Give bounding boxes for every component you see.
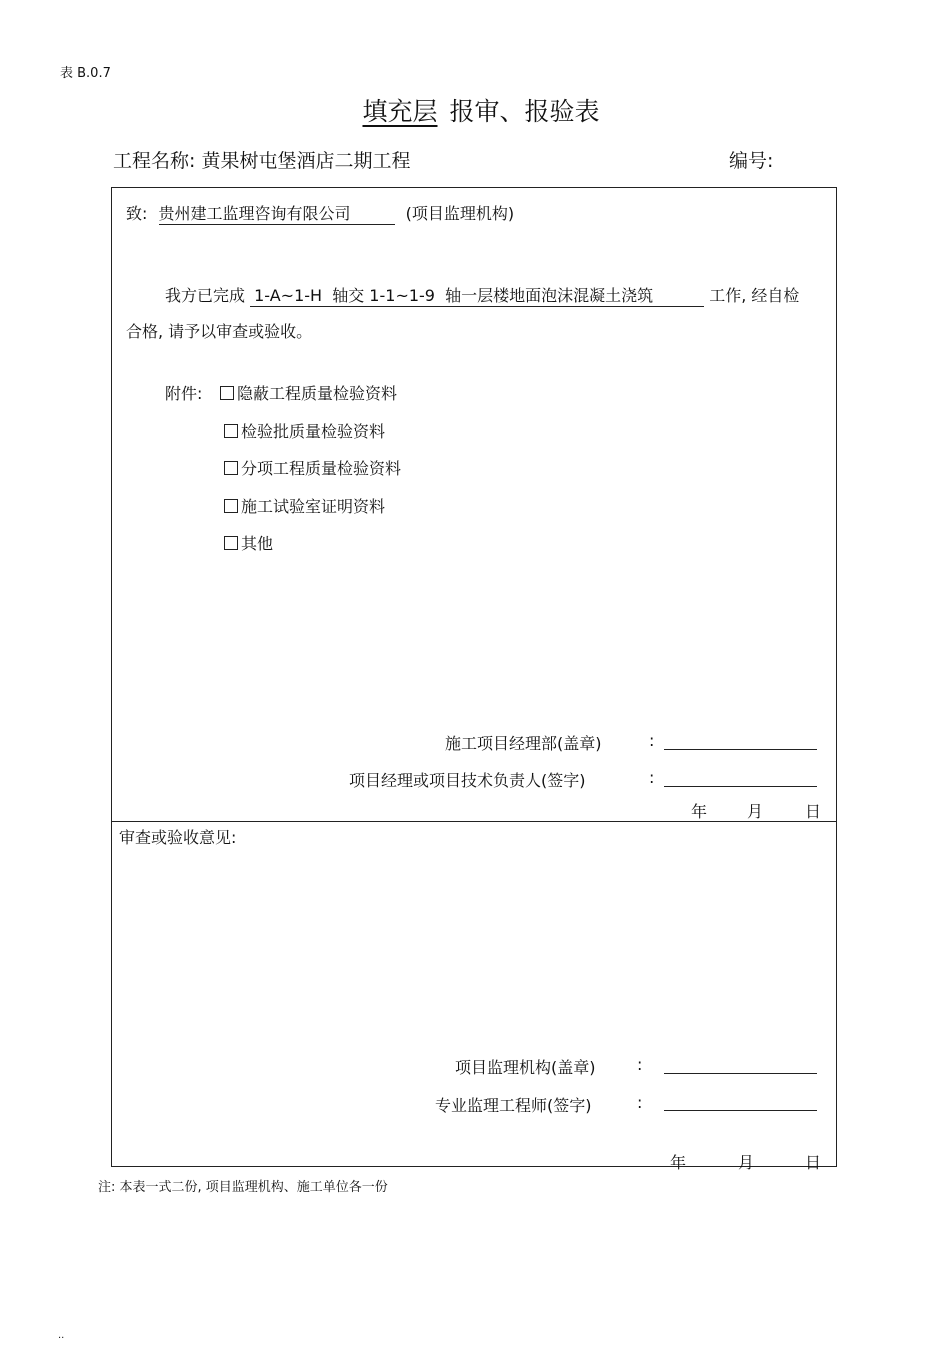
signature-line[interactable] <box>664 1110 817 1111</box>
checkbox[interactable] <box>224 461 238 475</box>
completion-suffix: 工作, 经自检 <box>709 286 800 305</box>
completion-line <box>165 283 799 307</box>
date-year: 年 <box>691 802 708 821</box>
checkbox[interactable] <box>224 499 238 513</box>
signature-line[interactable] <box>664 1073 817 1074</box>
completed-work: 1-A~1-H 轴交 1-1~1-9 轴一层楼地面泡沫混凝土浇筑 <box>250 283 704 307</box>
recipient-suffix: (项目监理机构) <box>405 204 515 223</box>
signature-line[interactable] <box>664 786 817 787</box>
page-title <box>0 92 950 128</box>
contractor-signer-label: 项目经理或项目技术负责人(签字) <box>349 771 586 790</box>
footer-marks: .. <box>58 1330 65 1341</box>
date-year: 年 <box>670 1153 687 1172</box>
checkbox[interactable] <box>224 424 238 438</box>
project-name-line <box>113 146 410 173</box>
review-label: 审查或验收意见: <box>119 828 237 847</box>
contractor-dept-label: 施工项目经理部(盖章) <box>445 734 602 753</box>
completion-prefix: 我方已完成 <box>165 286 246 305</box>
attachment-item: 分项工程质量检验资料 <box>224 456 401 479</box>
form-code: 表 B.0.7 <box>60 66 111 81</box>
to-line <box>126 201 514 225</box>
section-divider <box>112 821 836 822</box>
signature-line[interactable] <box>664 749 817 750</box>
date-day: 日 <box>805 1153 822 1172</box>
engineer-label: 专业监理工程师(签字) <box>435 1096 592 1115</box>
attachments-label: 附件: <box>165 384 203 403</box>
colon: : <box>637 1093 643 1112</box>
title-underlined: 填充层 <box>362 97 438 126</box>
attachment-item: 施工试验室证明资料 <box>224 494 385 517</box>
colon: : <box>649 768 655 787</box>
to-label: 致: <box>126 204 148 223</box>
footnote: 注: 本表一式二份, 项目监理机构、施工单位各一份 <box>98 1180 388 1195</box>
date-month: 月 <box>747 802 764 821</box>
title-rest: 报审、报验表 <box>449 97 600 126</box>
date-month: 月 <box>738 1153 755 1172</box>
attachment-item: 其他 <box>224 531 273 554</box>
checkbox[interactable] <box>220 386 234 400</box>
recipient-name: 贵州建工监理咨询有限公司 <box>159 201 395 225</box>
project-name: 黄果树屯堡酒店二期工程 <box>201 150 411 172</box>
colon: : <box>637 1055 643 1074</box>
date-day: 日 <box>805 802 822 821</box>
serial-number-label: 编号: <box>729 150 774 172</box>
checkbox[interactable] <box>224 536 238 550</box>
project-label: 工程名称: <box>113 150 196 172</box>
completion-line-2: 合格, 请予以审查或验收。 <box>126 322 313 341</box>
attachment-item: 检验批质量检验资料 <box>224 419 385 442</box>
form-table <box>111 187 837 1172</box>
attachment-item: 隐蔽工程质量检验资料 <box>220 381 397 404</box>
colon: : <box>649 731 655 750</box>
supervision-org-label: 项目监理机构(盖章) <box>455 1058 596 1077</box>
